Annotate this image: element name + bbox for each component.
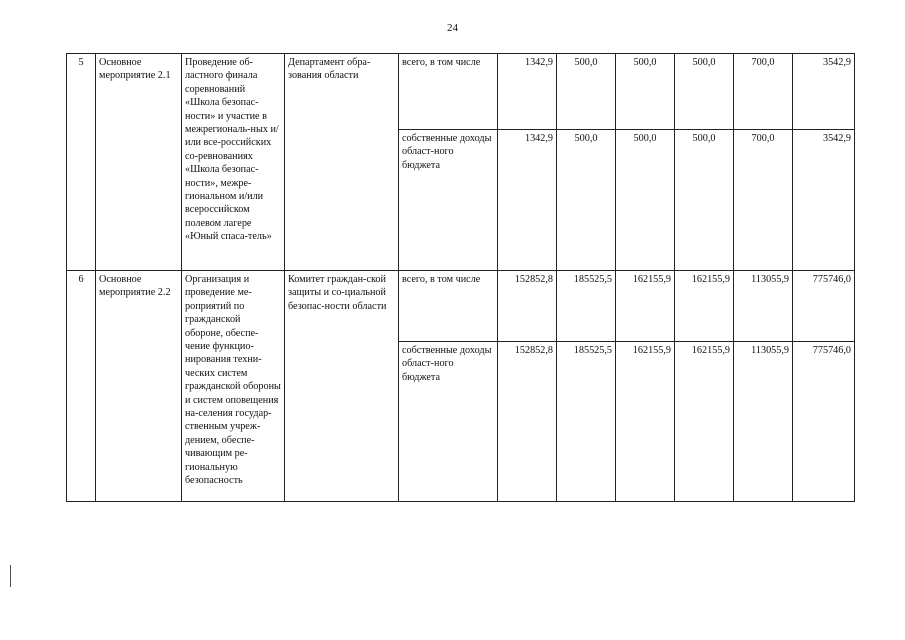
- funding-total: 775746,0: [793, 342, 855, 502]
- funding-value: 162155,9: [675, 271, 734, 342]
- funding-value: 162155,9: [616, 342, 675, 502]
- program-table: [66, 53, 855, 502]
- funding-total: 3542,9: [793, 54, 855, 130]
- funding-value: 500,0: [675, 130, 734, 271]
- funding-value: 185525,5: [557, 271, 616, 342]
- funding-value: 500,0: [675, 54, 734, 130]
- funding-value: 500,0: [557, 54, 616, 130]
- funding-source: собственные доходы област-ного бюджета: [399, 130, 498, 271]
- funding-value: 185525,5: [557, 342, 616, 502]
- event-description: Проведение об-ластного финала соревнований «Школа безопас-ности» и участие в межрегиональ-ных и/или все-российских со-ревнованиях «Школа безопас-ности», межре-гиональном и/или всероссийском полевом лагере «Юный спаса-тель»: [182, 54, 285, 271]
- event-description: Организация и проведение ме-роприятий по гражданской обороне, обеспе-чение функцио-нирования техни-ческих систем гражданской обороны и систем оповещения на-селения государ-ственным учреж-дением, обеспе-чивающим ре-гиональную безопасность: [182, 271, 285, 502]
- funding-value: 700,0: [734, 130, 793, 271]
- page-number: 24: [447, 22, 458, 34]
- funding-value: 500,0: [616, 130, 675, 271]
- funding-total: 775746,0: [793, 271, 855, 342]
- funding-value: 162155,9: [675, 342, 734, 502]
- responsible-executor: Комитет граждан-ской защиты и со-циальной безопас-ности области: [285, 271, 399, 502]
- table-row: [67, 54, 855, 130]
- funding-value: 700,0: [734, 54, 793, 130]
- funding-total: 3542,9: [793, 130, 855, 271]
- funding-value: 152852,8: [498, 342, 557, 502]
- funding-source: всего, в том числе: [399, 54, 498, 130]
- funding-value: 113055,9: [734, 271, 793, 342]
- event-name: Основное мероприятие 2.1: [96, 54, 182, 271]
- event-name: Основное мероприятие 2.2: [96, 271, 182, 502]
- scan-artifact: [10, 565, 11, 587]
- funding-value: 500,0: [557, 130, 616, 271]
- row-number: 5: [67, 54, 96, 271]
- row-number: 6: [67, 271, 96, 502]
- table-row: [67, 271, 855, 342]
- funding-value: 162155,9: [616, 271, 675, 342]
- funding-source: собственные доходы област-ного бюджета: [399, 342, 498, 502]
- funding-value: 1342,9: [498, 130, 557, 271]
- funding-source: всего, в том числе: [399, 271, 498, 342]
- responsible-executor: Департамент обра-зования области: [285, 54, 399, 271]
- funding-value: 113055,9: [734, 342, 793, 502]
- funding-value: 152852,8: [498, 271, 557, 342]
- funding-value: 500,0: [616, 54, 675, 130]
- funding-value: 1342,9: [498, 54, 557, 130]
